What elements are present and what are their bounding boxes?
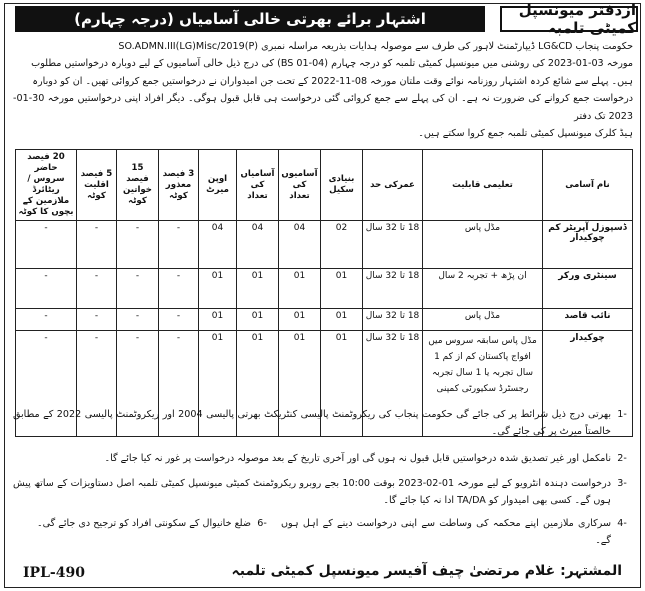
advertiser-signature: المشتہر: غلام مرتضیٰ چیف آفیسر میونسپل کمیٹی تلمبہ [231, 563, 622, 579]
cell-women-quota: - [117, 269, 159, 309]
col-header-minority-quota: 5 فیصد اقلیت کوٹہ [77, 150, 117, 221]
intro-line: حکومت پنجاب LG&CD ڈیپارٹمنٹ لاہور کی طرف سے موصولہ ہدایات بذریعہ مراسلہ نمبری SO.ADMN.III(LG)Misc/2019(P) [118, 41, 633, 52]
note-text: نامکمل اور غیر تصدیق شدہ درخواستیں قابل قبول نہ ہوں گی اور آخری تاریخ کے بعد موصولہ درخواست پر غور نہ کیا جائے گا۔ [104, 453, 611, 464]
cell-disabled-quota: - [159, 221, 199, 269]
cell-open-merit: 01 [199, 309, 237, 331]
cell-age: 18 تا 32 سال [363, 309, 423, 331]
table-row [16, 221, 633, 269]
cell-women-quota: - [117, 331, 159, 437]
intro-line: مورخہ 03-01-2023 کی روشنی میں میونسپل کمیٹی تلمبہ کو درجہ چہارم (BS 01-04) کی درج ذیل خالی آسامیوں کے لیے دوبارہ درخواستیں مطلوب [31, 58, 633, 70]
cell-disabled-quota: - [159, 331, 199, 437]
cell-total: 04 [279, 221, 321, 269]
cell-total: 01 [279, 331, 321, 437]
cell-age: 18 تا 32 سال [363, 331, 423, 437]
cell-posts: 01 [237, 309, 279, 331]
cell-scale: 02 [321, 221, 363, 269]
note-text: ضلع خانیوال کے سکونتی افراد کو ترجیح دی جائے گی۔ [36, 518, 251, 529]
cell-qualification: مڈل پاس [423, 221, 543, 269]
ipl-code: IPL-490 [23, 565, 85, 581]
note-text: سرکاری ملازمین اپنے محکمہ کی وساطت سے اپنی درخواست دینے کے اہل ہوں گے۔ [281, 518, 611, 546]
cell-posts: 01 [237, 331, 279, 437]
cell-children-quota: - [16, 221, 77, 269]
intro-paragraph [13, 38, 633, 142]
vacancy-table [15, 149, 633, 437]
cell-scale: 01 [321, 331, 363, 437]
note-number: -2 [617, 453, 627, 464]
list-item [13, 406, 633, 440]
cell-scale: 01 [321, 269, 363, 309]
list-item [13, 475, 633, 509]
cell-post: ڈسپوزل آپریٹر کم چوکیدار [543, 221, 633, 269]
intro-line: درخواست جمع کروانے کی ضرورت نہ ہے۔ ان کی پہلے سے جمع کروائی گئی درخواست ہی قابل قبول ہوگی۔ دیگر افراد اپنی درخواستیں مورخہ 30-01-2023 تک دفتر [13, 93, 633, 122]
advertisement-page [4, 3, 641, 588]
cell-children-quota: - [16, 309, 77, 331]
cell-qualification: مڈل پاس [423, 309, 543, 331]
cell-posts: 01 [237, 269, 279, 309]
cell-age: 18 تا 32 سال [363, 221, 423, 269]
intro-line: ہیڈ کلرک میونسپل کمیٹی تلمبہ جمع کروا سکتے ہیں۔ [418, 128, 633, 140]
note-text: بھرتی درج ذیل شرائط پر کی جائے گی حکومت پنجاب کی ریکروٹمنٹ پالیسی کنٹریکٹ بھرتی پالیسی 2004 اور ریکروٹمنٹ پالیسی 2022 کے مطابق خالصتاً میرٹ پر کی جائے گی۔ [13, 409, 612, 437]
cell-children-quota: - [16, 331, 77, 437]
cell-total: 01 [279, 269, 321, 309]
cell-disabled-quota: - [159, 309, 199, 331]
cell-minority-quota: - [77, 309, 117, 331]
list-item [13, 515, 633, 549]
note-number: -4 [617, 518, 627, 529]
cell-open-merit: 01 [199, 269, 237, 309]
col-header-qualification: تعلیمی قابلیت [423, 150, 543, 221]
table-header-row [16, 150, 633, 221]
cell-minority-quota: - [77, 221, 117, 269]
intro-line: ہیں۔ پہلے سے شائع کردہ اشتہار روزنامہ نوائے وقت ملتان مورخہ 08-11-2022 کے تحت جن امیدواران نے درخواستیں جمع کروائی تھیں۔ ان کو دوبارہ [32, 75, 633, 87]
note-number: -1 [617, 409, 627, 420]
cell-posts: 04 [237, 221, 279, 269]
cell-disabled-quota: - [159, 269, 199, 309]
col-header-posts: آسامیاں کی تعداد [237, 150, 279, 221]
table-row [16, 269, 633, 309]
list-item [13, 450, 633, 467]
cell-qualification: ان پڑھ + تجربہ 2 سال [423, 269, 543, 309]
col-header-scale: بنیادی سکیل [321, 150, 363, 221]
cell-minority-quota: - [77, 269, 117, 309]
col-header-disabled-quota: 3 فیصد معذور کوٹہ [159, 150, 199, 221]
cell-women-quota: - [117, 309, 159, 331]
cell-post: چوکیدار [543, 331, 633, 437]
col-header-women-quota: 15 فیصد خواتین کوٹہ [117, 150, 159, 221]
col-header-age: عمرکی حد [363, 150, 423, 221]
cell-age: 18 تا 32 سال [363, 269, 423, 309]
cell-qualification: مڈل پاس سابقہ سروس میں افواج پاکستان کم از کم 1 سال تجربہ یا 1 سال تجربہ رجسٹرڈ سکیورٹی کمپنی [423, 331, 543, 437]
col-header-children-quota: 20 فیصد حاضر سروس / ریٹائرڈ ملازمین کے بچوں کا کوٹہ [16, 150, 77, 221]
note-number: -3 [617, 478, 627, 489]
col-header-post: نام آسامی [543, 150, 633, 221]
col-header-open-merit: اوپن میرٹ [199, 150, 237, 221]
cell-total: 01 [279, 309, 321, 331]
note-text: درخواست دہندہ انٹرویو کے لیے مورخہ 01-02-2023 بوقت 10:00 بجے روبرو ریکروٹمنٹ کمیٹی میونسپل کمیٹی تلمبہ اصل دستاویزات کے ساتھ پیش ہوں گے۔ کسی بھی امیدوار کو TA/DA ادا نہ کیا جائے گا۔ [13, 478, 611, 506]
cell-post: سینٹری ورکر [543, 269, 633, 309]
footer [5, 561, 640, 589]
note-number: -6 [257, 518, 267, 529]
cell-minority-quota: - [77, 331, 117, 437]
ad-title-banner: اشتہار برائے بھرتی خالی آسامیاں (درجہ چہارم) [15, 6, 485, 32]
table-row [16, 309, 633, 331]
cell-women-quota: - [117, 221, 159, 269]
cell-children-quota: - [16, 269, 77, 309]
col-header-total: آسامیوں کی تعداد [279, 150, 321, 221]
cell-scale: 01 [321, 309, 363, 331]
office-header: ازدفتر میونسپل کمیٹی تلمبہ [500, 6, 638, 32]
cell-open-merit: 01 [199, 331, 237, 437]
conditions-list [13, 406, 633, 549]
cell-open-merit: 04 [199, 221, 237, 269]
cell-post: نائب قاصد [543, 309, 633, 331]
